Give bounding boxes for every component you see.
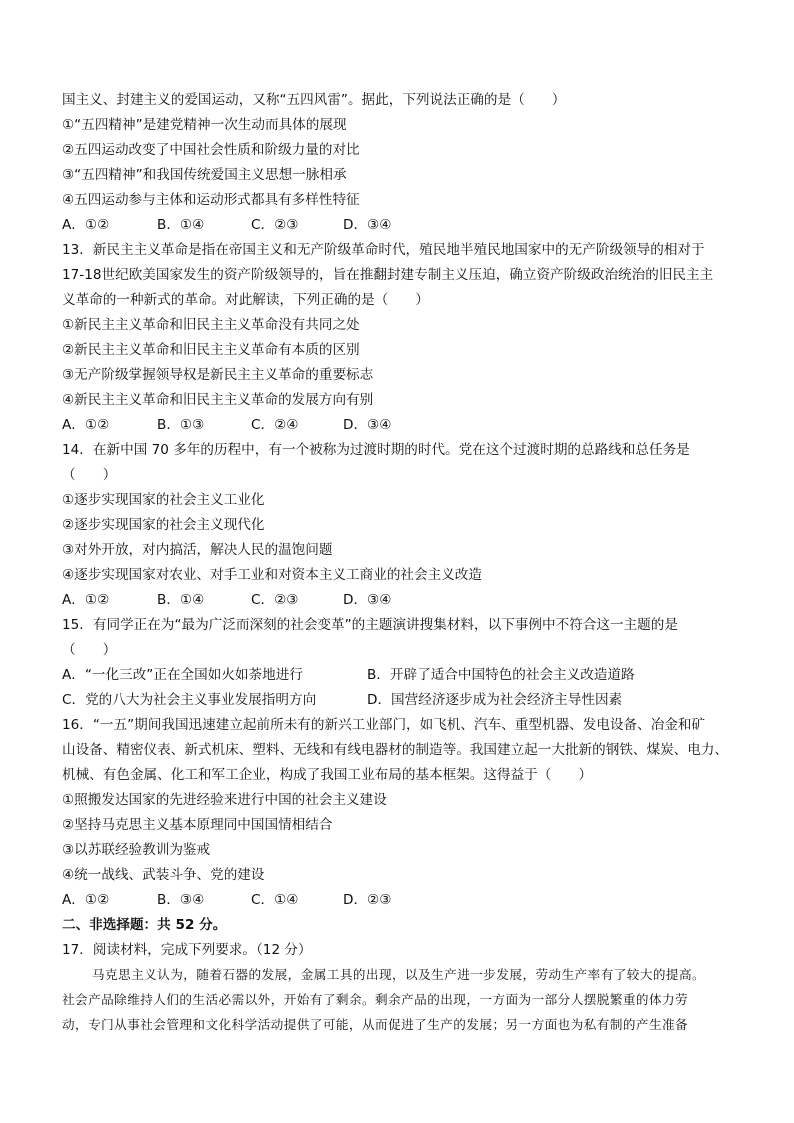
q16-statement-1: ①照搬发达国家的先进经验来进行中国的社会主义建设 — [62, 792, 387, 808]
q16-option-d: D．②③ — [343, 892, 392, 908]
q15-stem-line-2: （ ） — [62, 642, 117, 658]
q14-statement-3: ③对外开放，对内搞活，解决人民的温饱问题 — [62, 542, 333, 558]
section-heading: 二、非选择题：共 52 分。 — [62, 917, 227, 933]
q15-option-b: B．开辟了适合中国特色的社会主义改造道路 — [367, 667, 635, 683]
q14-option-a: A．①② — [62, 592, 110, 608]
q12-statement-3: ③“五四精神”和我国传统爱国主义思想一脉相承 — [62, 167, 347, 183]
q17-material-line-3: 动，专门从事社会管理和文化科学活动提供了可能，从而促进了生产的发展；另一方面也为私有制的产生准备 — [62, 1017, 689, 1032]
q12-statement-2: ②五四运动改变了中国社会性质和阶级力量的对比 — [62, 142, 360, 158]
q16-option-b: B．③④ — [157, 892, 205, 908]
q12-option-d: D．③④ — [343, 217, 392, 233]
q16-statement-3: ③以苏联经验教训为鉴戒 — [62, 842, 211, 858]
q15-option-d: D．国营经济逐步成为社会经济主导性因素 — [367, 692, 623, 708]
q13-option-b: B．①③ — [157, 417, 205, 433]
q14-statement-4: ④逐步实现国家对农业、对手工业和对资本主义工商业的社会主义改造 — [62, 567, 482, 583]
q14-statement-1: ①逐步实现国家的社会主义工业化 — [62, 492, 265, 508]
q16-option-c: C．①④ — [251, 892, 299, 908]
q12-statement-4: ④五四运动参与主体和运动形式都具有多样性特征 — [62, 192, 360, 208]
q15-stem-line-1: 15．有同学正在为“最为广泛而深刻的社会变革”的主题演讲搜集材料，以下事例中不符合这一主题的是 — [62, 617, 678, 633]
q14-statement-2: ②逐步实现国家的社会主义现代化 — [62, 517, 265, 533]
q15-option-a: A．“一化三改”正在全国如火如荼地进行 — [62, 667, 303, 683]
q13-statement-3: ③无产阶级掌握领导权是新民主主义革命的重要标志 — [62, 367, 374, 383]
q14-option-b: B．①④ — [157, 592, 205, 608]
q14-stem-line-1: 14．在新中国 70 多年的历程中，有一个被称为过渡时期的时代。党在这个过渡时期的总路线和总任务是 — [62, 442, 690, 458]
q13-option-a: A．①② — [62, 417, 110, 433]
q16-statement-2: ②坚持马克思主义基本原理同中国国情相结合 — [62, 817, 333, 833]
q13-statement-4: ④新民主主义革命和旧民主主义革命的发展方向有别 — [62, 392, 374, 408]
q13-stem-line-2: 17-18世纪欧美国家发生的资产阶级领导的，旨在推翻封建专制主义压迫，确立资产阶级政治统治的旧民主主 — [62, 267, 714, 283]
q15-option-c: C．党的八大为社会主义事业发展指明方向 — [62, 692, 317, 708]
q13-statement-1: ①新民主主义革命和旧民主主义革命没有共同之处 — [62, 317, 360, 333]
q16-stem-line-3: 机械、有色金属、化工和军工企业，构成了我国工业布局的基本框架。这得益于（ ） — [62, 767, 593, 783]
q13-statement-2: ②新民主主义革命和旧民主主义革命有本质的区别 — [62, 342, 360, 358]
q13-option-c: C．②④ — [251, 417, 299, 433]
q17-stem: 17．阅读材料，完成下列要求。（12 分） — [62, 942, 312, 958]
q12-option-a: A．①② — [62, 217, 110, 233]
q12-statement-1: ①“五四精神”是建党精神一次生动而具体的展现 — [62, 117, 347, 133]
q14-stem-line-2: （ ） — [62, 467, 117, 483]
q12-option-c: C．②③ — [251, 217, 299, 233]
q16-statement-4: ④统一战线、武装斗争、党的建设 — [62, 867, 265, 883]
q14-option-c: C．②③ — [251, 592, 299, 608]
q14-option-d: D．③④ — [343, 592, 392, 608]
q12-option-b: B．①④ — [157, 217, 205, 233]
q16-option-a: A．①② — [62, 892, 110, 908]
q13-option-d: D．③④ — [343, 417, 392, 433]
q16-stem-line-2: 山设备、精密仪表、新式机床、塑料、无线和有线电器材的制造等。我国建立起一大批新的钢铁、煤炭、电力、 — [62, 742, 729, 758]
q17-material-line-1: 马克思主义认为，随着石器的发展，金属工具的出现，以及生产进一步发展，劳动生产率有了较大的提高。 — [92, 967, 706, 982]
q16-stem-line-1: 16．“一五”期间我国迅速建立起前所未有的新兴工业部门，如飞机、汽车、重型机器、发电设备、冶金和矿 — [62, 717, 706, 733]
q13-stem-line-3: 义革命的一种新式的革命。对此解读，下列正确的是（ ） — [62, 292, 430, 308]
q17-material-line-2: 社会产品除维持人们的生活必需以外，开始有了剩余。剩余产品的出现，一方面为一部分人摆脱繁重的体力劳 — [62, 992, 689, 1007]
q13-stem-line-1: 13．新民主主义革命是指在帝国主义和无产阶级革命时代，殖民地半殖民地国家中的无产阶级领导的相对于 — [62, 242, 705, 258]
q12-stem-line: 国主义、封建主义的爱国运动，又称“五四风雷”。据此，下列说法正确的是（ ） — [62, 92, 566, 108]
